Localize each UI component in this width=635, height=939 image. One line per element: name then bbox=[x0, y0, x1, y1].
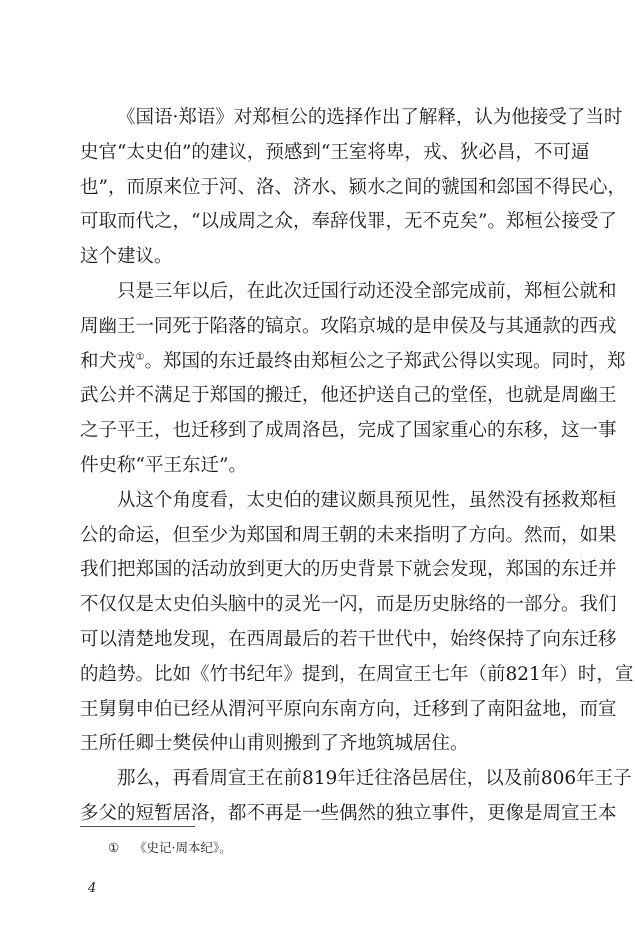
text-line bbox=[80, 553, 617, 588]
text-line-content: 不仅仅是太史伯头脑中的灵光一闪，而是历史脉络的一部分。我们 bbox=[80, 594, 617, 616]
text-line bbox=[80, 240, 557, 275]
text-line bbox=[80, 101, 623, 136]
text-line bbox=[80, 171, 626, 206]
text-line-content: 的趋势。比如《竹书纪年》提到，在周宣王七年（前821年）时，宣 bbox=[80, 663, 634, 685]
text-line bbox=[80, 693, 617, 728]
text-line bbox=[80, 414, 617, 449]
text-line-content: 可以清楚地发现，在西周最后的若干世代中，始终保持了向东迁移 bbox=[80, 628, 617, 650]
text-line bbox=[80, 345, 626, 380]
text-line-content: 之子平王，也迁移到了成周洛邑，完成了国家重心的东移，这一事 bbox=[80, 420, 617, 442]
text-line bbox=[80, 310, 617, 345]
text-line bbox=[80, 449, 557, 484]
text-line-content: 从这个角度看，太史伯的建议颇具预见性，虽然没有拯救郑桓 bbox=[117, 489, 617, 511]
footnote-text: 《史记·周本纪》。 bbox=[134, 840, 232, 855]
text-line-content: 件史称“平王东迁”。 bbox=[80, 454, 247, 476]
text-line-continuation: 。郑国的东迁最终由郑桓公之子郑武公得以实现。同时，郑 bbox=[144, 350, 626, 372]
text-line bbox=[80, 205, 617, 240]
text-line bbox=[80, 275, 617, 310]
text-line bbox=[80, 588, 617, 623]
text-line-content: 史官“太史伯”的建议，预感到“王室将卑，戎、狄必昌，不可逼 bbox=[80, 141, 590, 163]
text-line-content: 周幽王一同死于陷落的镐京。攻陷京城的是申侯及与其通款的西戎 bbox=[80, 315, 617, 337]
text-line-content: 王舅舅申伯已经从渭河平原向东南方向，迁移到了南阳盆地，而宣 bbox=[80, 698, 617, 720]
text-line-content: 公的命运，但至少为郑国和周王朝的未来指明了方向。然而，如果 bbox=[80, 524, 617, 546]
text-line-content: 和犬戎 bbox=[80, 350, 136, 372]
footnote bbox=[108, 839, 232, 857]
text-line-content: 也”，而原来位于河、洛、济水、颍水之间的虢国和郐国不得民心， bbox=[80, 176, 626, 198]
text-line-content: 我们把郑国的活动放到更大的历史背景下就会发现，郑国的东迁并 bbox=[80, 559, 617, 581]
text-line-content: 这个建议。 bbox=[80, 246, 173, 268]
footnote-reference[interactable]: ① bbox=[135, 351, 145, 363]
text-line bbox=[80, 727, 557, 762]
text-line bbox=[80, 379, 617, 414]
page-number: 4 bbox=[88, 881, 97, 896]
text-line-content: 只是三年以后，在此次迁国行动还没全部完成前，郑桓公就和 bbox=[117, 280, 617, 302]
text-line-content: 可取而代之，“以成周之众，奉辞伐罪，无不克矣”。郑桓公接受了 bbox=[80, 211, 617, 233]
text-line-content: 那么，再看周宣王在前819年迁往洛邑居住，以及前806年王子 bbox=[117, 768, 632, 790]
text-line bbox=[80, 484, 617, 519]
footnote-divider bbox=[80, 826, 195, 827]
text-line-content: 《国语·郑语》对郑桓公的选择作出了解释，认为他接受了当时 bbox=[117, 107, 623, 128]
text-line bbox=[80, 658, 634, 693]
text-line bbox=[80, 623, 617, 658]
body-text bbox=[80, 101, 634, 832]
text-line bbox=[80, 136, 590, 171]
text-line-content: 多父的短暂居洛，都不再是一些偶然的独立事件，更像是周宣王本 bbox=[80, 802, 617, 824]
footnote-marker: ① bbox=[108, 840, 120, 855]
text-line-content: 王所任卿士樊侯仲山甫则搬到了齐地筑城居住。 bbox=[80, 733, 469, 755]
text-line-content: 武公并不满足于郑国的搬迁，他还护送自己的堂侄，也就是周幽王 bbox=[80, 385, 617, 407]
text-line bbox=[80, 519, 617, 554]
text-line bbox=[80, 762, 632, 797]
